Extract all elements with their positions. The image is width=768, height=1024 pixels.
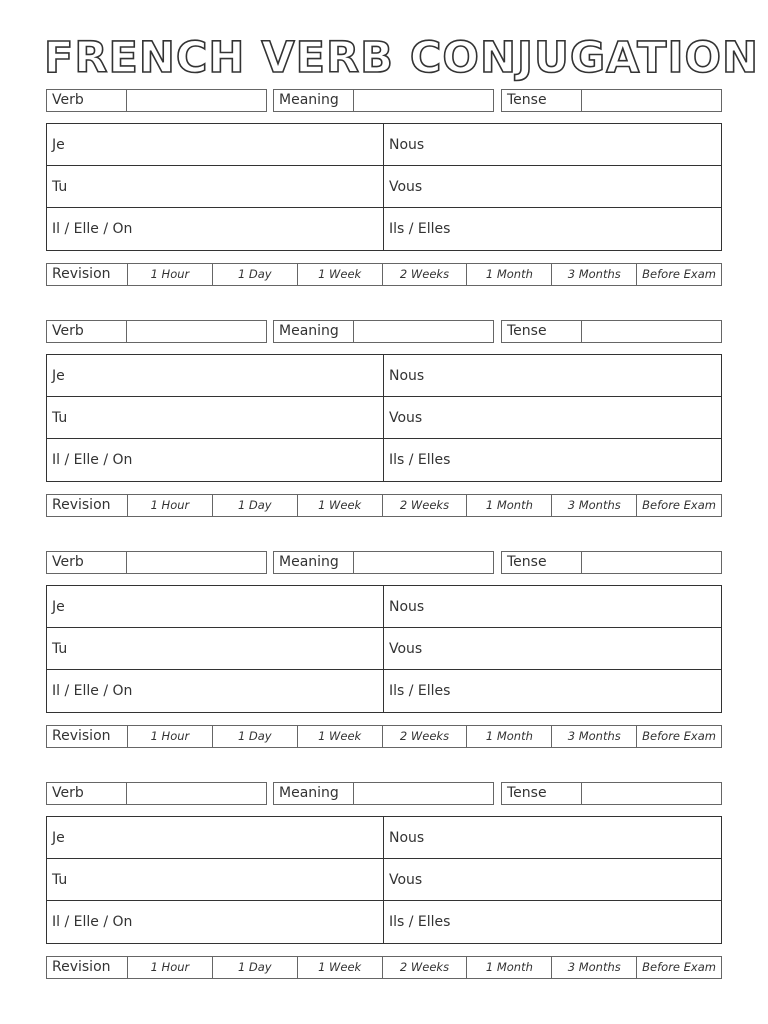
verb-field[interactable]	[46, 89, 267, 112]
tense-label: Tense	[502, 783, 582, 804]
revision-label: Revision	[47, 264, 128, 285]
conjugation-table	[46, 354, 722, 482]
meaning-input[interactable]	[354, 783, 493, 804]
nous-cell[interactable]: Nous	[384, 124, 721, 166]
je-cell[interactable]: Je	[47, 586, 384, 628]
revision-checkbox[interactable]: 2 Weeks	[383, 264, 468, 285]
meaning-field[interactable]	[273, 320, 494, 343]
verb-input[interactable]	[127, 552, 266, 573]
revision-checkbox[interactable]: 1 Week	[298, 495, 383, 516]
verb-label: Verb	[47, 552, 127, 573]
revision-row	[46, 725, 722, 748]
tu-cell[interactable]: Tu	[47, 628, 384, 670]
tense-field[interactable]	[501, 89, 722, 112]
tense-field[interactable]	[501, 782, 722, 805]
tu-cell[interactable]: Tu	[47, 166, 384, 208]
revision-checkbox[interactable]: 1 Day	[213, 264, 298, 285]
ils-elles-cell[interactable]: Ils / Elles	[389, 683, 451, 699]
revision-checkbox[interactable]: 1 Week	[298, 264, 383, 285]
verb-info-row	[46, 551, 722, 574]
revision-checkbox[interactable]: Before Exam	[642, 729, 716, 743]
ils-elles-cell[interactable]: Ils / Elles	[389, 452, 451, 468]
je-cell[interactable]: Je	[47, 124, 384, 166]
revision-row	[46, 494, 722, 517]
nous-cell[interactable]: Nous	[384, 586, 721, 628]
vous-cell[interactable]: Vous	[384, 166, 721, 208]
meaning-field[interactable]	[273, 551, 494, 574]
tense-input[interactable]	[582, 783, 721, 804]
verb-input[interactable]	[127, 321, 266, 342]
tense-input[interactable]	[582, 552, 721, 573]
verb-field[interactable]	[46, 551, 267, 574]
verb-label: Verb	[47, 90, 127, 111]
revision-checkbox[interactable]: 1 Hour	[128, 264, 213, 285]
page-title: FRENCH VERB CONJUGATION	[44, 33, 759, 83]
verb-info-row	[46, 89, 722, 112]
revision-checkbox[interactable]: 1 Month	[467, 726, 552, 747]
revision-checkbox[interactable]: 1 Week	[298, 726, 383, 747]
revision-checkbox[interactable]: Before Exam	[642, 267, 716, 281]
il-elle-on-cell[interactable]: Il / Elle / On	[47, 208, 384, 250]
tense-field[interactable]	[501, 551, 722, 574]
meaning-input[interactable]	[354, 552, 493, 573]
verb-label: Verb	[47, 783, 127, 804]
revision-checkbox[interactable]: 2 Weeks	[383, 957, 468, 978]
meaning-input[interactable]	[354, 321, 493, 342]
nous-cell[interactable]: Nous	[384, 355, 721, 397]
revision-checkbox[interactable]: 1 Month	[467, 495, 552, 516]
verb-info-row	[46, 782, 722, 805]
revision-label: Revision	[47, 726, 128, 747]
revision-checkbox[interactable]: 2 Weeks	[383, 495, 468, 516]
meaning-field[interactable]	[273, 89, 494, 112]
revision-checkbox[interactable]: 1 Hour	[128, 957, 213, 978]
revision-checkbox[interactable]: 1 Hour	[128, 495, 213, 516]
tense-label: Tense	[502, 90, 582, 111]
conjugation-table	[46, 123, 722, 251]
verb-label: Verb	[47, 321, 127, 342]
verb-info-row	[46, 320, 722, 343]
vous-cell[interactable]: Vous	[384, 628, 721, 670]
revision-checkbox[interactable]: 1 Day	[213, 495, 298, 516]
conjugation-table	[46, 585, 722, 713]
revision-label: Revision	[47, 957, 128, 978]
conjugation-table	[46, 816, 722, 944]
revision-row	[46, 956, 722, 979]
revision-checkbox[interactable]: Before Exam	[642, 498, 716, 512]
revision-checkbox[interactable]: 2 Weeks	[383, 726, 468, 747]
il-elle-on-cell[interactable]: Il / Elle / On	[47, 670, 384, 712]
meaning-label: Meaning	[274, 90, 354, 111]
revision-label: Revision	[47, 495, 128, 516]
revision-checkbox[interactable]: 1 Day	[213, 957, 298, 978]
tense-label: Tense	[502, 321, 582, 342]
revision-checkbox[interactable]: Before Exam	[642, 960, 716, 974]
revision-checkbox[interactable]: 1 Month	[467, 957, 552, 978]
verb-field[interactable]	[46, 320, 267, 343]
tense-input[interactable]	[582, 90, 721, 111]
revision-checkbox[interactable]: 3 Months	[552, 726, 637, 747]
verb-field[interactable]	[46, 782, 267, 805]
tense-input[interactable]	[582, 321, 721, 342]
ils-elles-cell[interactable]: Ils / Elles	[389, 914, 451, 930]
revision-checkbox[interactable]: 3 Months	[552, 495, 637, 516]
tense-label: Tense	[502, 552, 582, 573]
il-elle-on-cell[interactable]: Il / Elle / On	[47, 901, 384, 943]
tense-field[interactable]	[501, 320, 722, 343]
meaning-label: Meaning	[274, 552, 354, 573]
tu-cell[interactable]: Tu	[47, 859, 384, 901]
revision-checkbox[interactable]: 1 Day	[213, 726, 298, 747]
revision-checkbox[interactable]: 1 Hour	[128, 726, 213, 747]
verb-input[interactable]	[127, 783, 266, 804]
meaning-input[interactable]	[354, 90, 493, 111]
revision-checkbox[interactable]: 1 Month	[467, 264, 552, 285]
revision-row	[46, 263, 722, 286]
revision-checkbox[interactable]: 1 Week	[298, 957, 383, 978]
revision-checkbox[interactable]: 3 Months	[552, 957, 637, 978]
meaning-field[interactable]	[273, 782, 494, 805]
je-cell[interactable]: Je	[47, 817, 384, 859]
revision-checkbox[interactable]: 3 Months	[552, 264, 637, 285]
tu-cell[interactable]: Tu	[47, 397, 384, 439]
vous-cell[interactable]: Vous	[384, 397, 721, 439]
il-elle-on-cell[interactable]: Il / Elle / On	[47, 439, 384, 481]
meaning-label: Meaning	[274, 783, 354, 804]
verb-input[interactable]	[127, 90, 266, 111]
je-cell[interactable]: Je	[47, 355, 384, 397]
vous-cell[interactable]: Vous	[384, 859, 721, 901]
ils-elles-cell[interactable]: Ils / Elles	[389, 221, 451, 237]
meaning-label: Meaning	[274, 321, 354, 342]
nous-cell[interactable]: Nous	[384, 817, 721, 859]
